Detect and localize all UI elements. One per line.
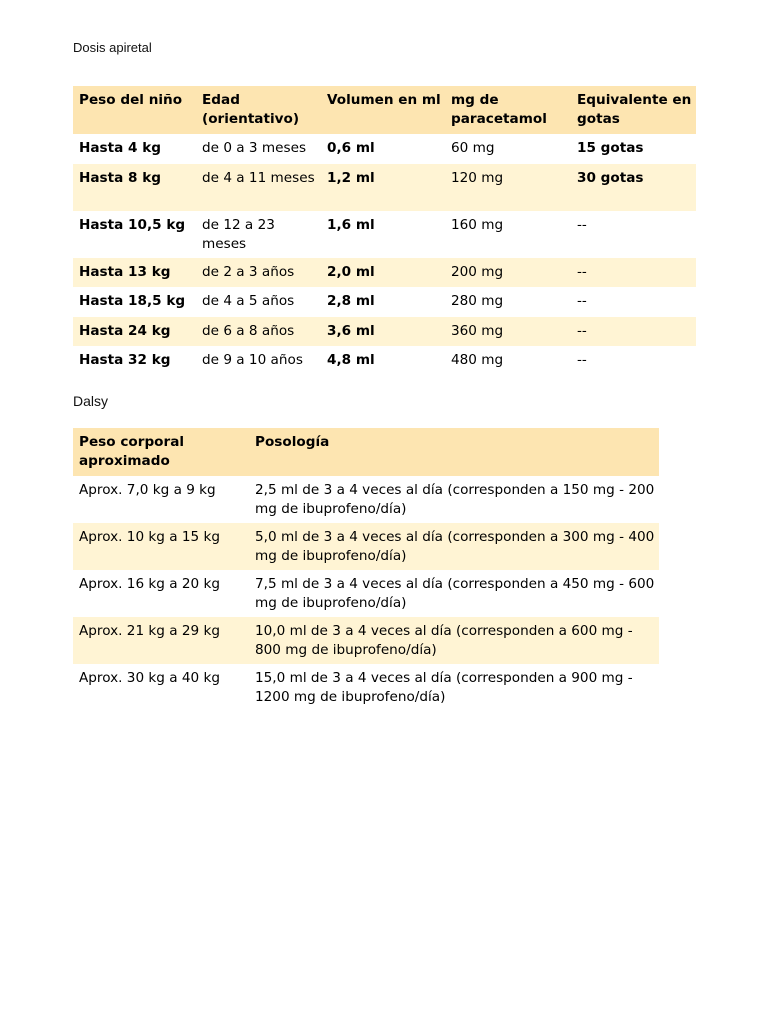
cell-mg: 160 mg [451, 217, 504, 233]
cell-gotas: -- [577, 293, 587, 309]
table-row [73, 287, 696, 317]
caption-dalsy: Dalsy [73, 393, 109, 409]
cell-gotas: -- [577, 323, 587, 339]
header-edad: Edad (orientativo) [202, 92, 300, 127]
cell-mg: 480 mg [451, 352, 504, 368]
cell-volumen: 0,6 ml [327, 140, 375, 156]
cell-peso: Hasta 8 kg [79, 170, 162, 186]
cell-volumen: 3,6 ml [327, 323, 375, 339]
cell-mg: 280 mg [451, 293, 504, 309]
cell-mg: 120 mg [451, 170, 504, 186]
table-row [73, 134, 696, 164]
table-2-header-row [73, 428, 659, 476]
table-row [73, 664, 659, 711]
cell-volumen: 2,8 ml [327, 293, 375, 309]
cell-gotas: 30 gotas [577, 170, 644, 186]
cell-edad: de 0 a 3 meses [202, 140, 307, 156]
cell-peso-aprox: Aprox. 16 kg a 20 kg [79, 576, 221, 592]
cell-edad: de 6 a 8 años [202, 323, 295, 339]
cell-volumen: 4,8 ml [327, 352, 375, 368]
cell-peso: Hasta 24 kg [79, 323, 171, 339]
cell-edad: de 9 a 10 años [202, 352, 303, 368]
table-row [73, 258, 696, 287]
cell-edad: de 4 a 5 años [202, 293, 295, 309]
table-row [73, 346, 696, 376]
cell-peso-aprox: Aprox. 7,0 kg a 9 kg [79, 482, 216, 498]
cell-peso: Hasta 13 kg [79, 264, 171, 280]
cell-peso: Hasta 4 kg [79, 140, 162, 156]
header-posologia: Posología [255, 434, 330, 450]
cell-gotas: 15 gotas [577, 140, 644, 156]
cell-peso-aprox: Aprox. 30 kg a 40 kg [79, 670, 221, 686]
cell-edad: de 2 a 3 años [202, 264, 295, 280]
table-row [73, 317, 696, 346]
cell-gotas: -- [577, 217, 587, 233]
cell-mg: 360 mg [451, 323, 504, 339]
cell-edad: de 4 a 11 meses [202, 170, 315, 186]
table-row [73, 476, 659, 523]
cell-peso: Hasta 10,5 kg [79, 217, 186, 233]
cell-mg: 60 mg [451, 140, 495, 156]
cell-gotas: -- [577, 352, 587, 368]
cell-peso: Hasta 32 kg [79, 352, 171, 368]
header-peso-nino: Peso del niño [79, 92, 183, 108]
table-row [73, 211, 696, 258]
table-row [73, 164, 696, 211]
cell-peso: Hasta 18,5 kg [79, 293, 186, 309]
cell-volumen: 1,2 ml [327, 170, 375, 186]
cell-posologia: 5,0 ml de 3 a 4 veces al día (corresponden a 300 mg - 400 mg de ibuprofeno/día) [255, 529, 655, 564]
cell-posologia: 10,0 ml de 3 a 4 veces al día (corresponden a 600 mg - 800 mg de ibuprofeno/día) [255, 623, 633, 658]
paracetamol-dosage-table [73, 86, 696, 376]
table-1-header-row [73, 86, 696, 134]
header-volumen: Volumen en ml [327, 92, 441, 108]
cell-posologia: 15,0 ml de 3 a 4 veces al día (corresponden a 900 mg - 1200 mg de ibuprofeno/día) [255, 670, 633, 705]
table-row [73, 617, 659, 664]
cell-posologia: 7,5 ml de 3 a 4 veces al día (corresponden a 450 mg - 600 mg de ibuprofeno/día) [255, 576, 655, 611]
ibuprofen-dosage-table [73, 428, 659, 711]
cell-posologia: 2,5 ml de 3 a 4 veces al día (corresponden a 150 mg - 200 mg de ibuprofeno/día) [255, 482, 655, 517]
cell-peso-aprox: Aprox. 21 kg a 29 kg [79, 623, 221, 639]
cell-gotas: -- [577, 264, 587, 280]
cell-volumen: 2,0 ml [327, 264, 375, 280]
table-row [73, 523, 659, 570]
caption-dosis-apiretal: Dosis apiretal [73, 40, 152, 55]
header-gotas: Equivalente en gotas [577, 92, 692, 127]
header-peso-corporal: Peso corporal aproximado [79, 434, 185, 469]
cell-peso-aprox: Aprox. 10 kg a 15 kg [79, 529, 221, 545]
table-row [73, 570, 659, 617]
cell-mg: 200 mg [451, 264, 504, 280]
cell-edad: de 12 a 23 meses [202, 217, 275, 252]
header-mg-paracetamol: mg de paracetamol [451, 92, 547, 127]
cell-volumen: 1,6 ml [327, 217, 375, 233]
